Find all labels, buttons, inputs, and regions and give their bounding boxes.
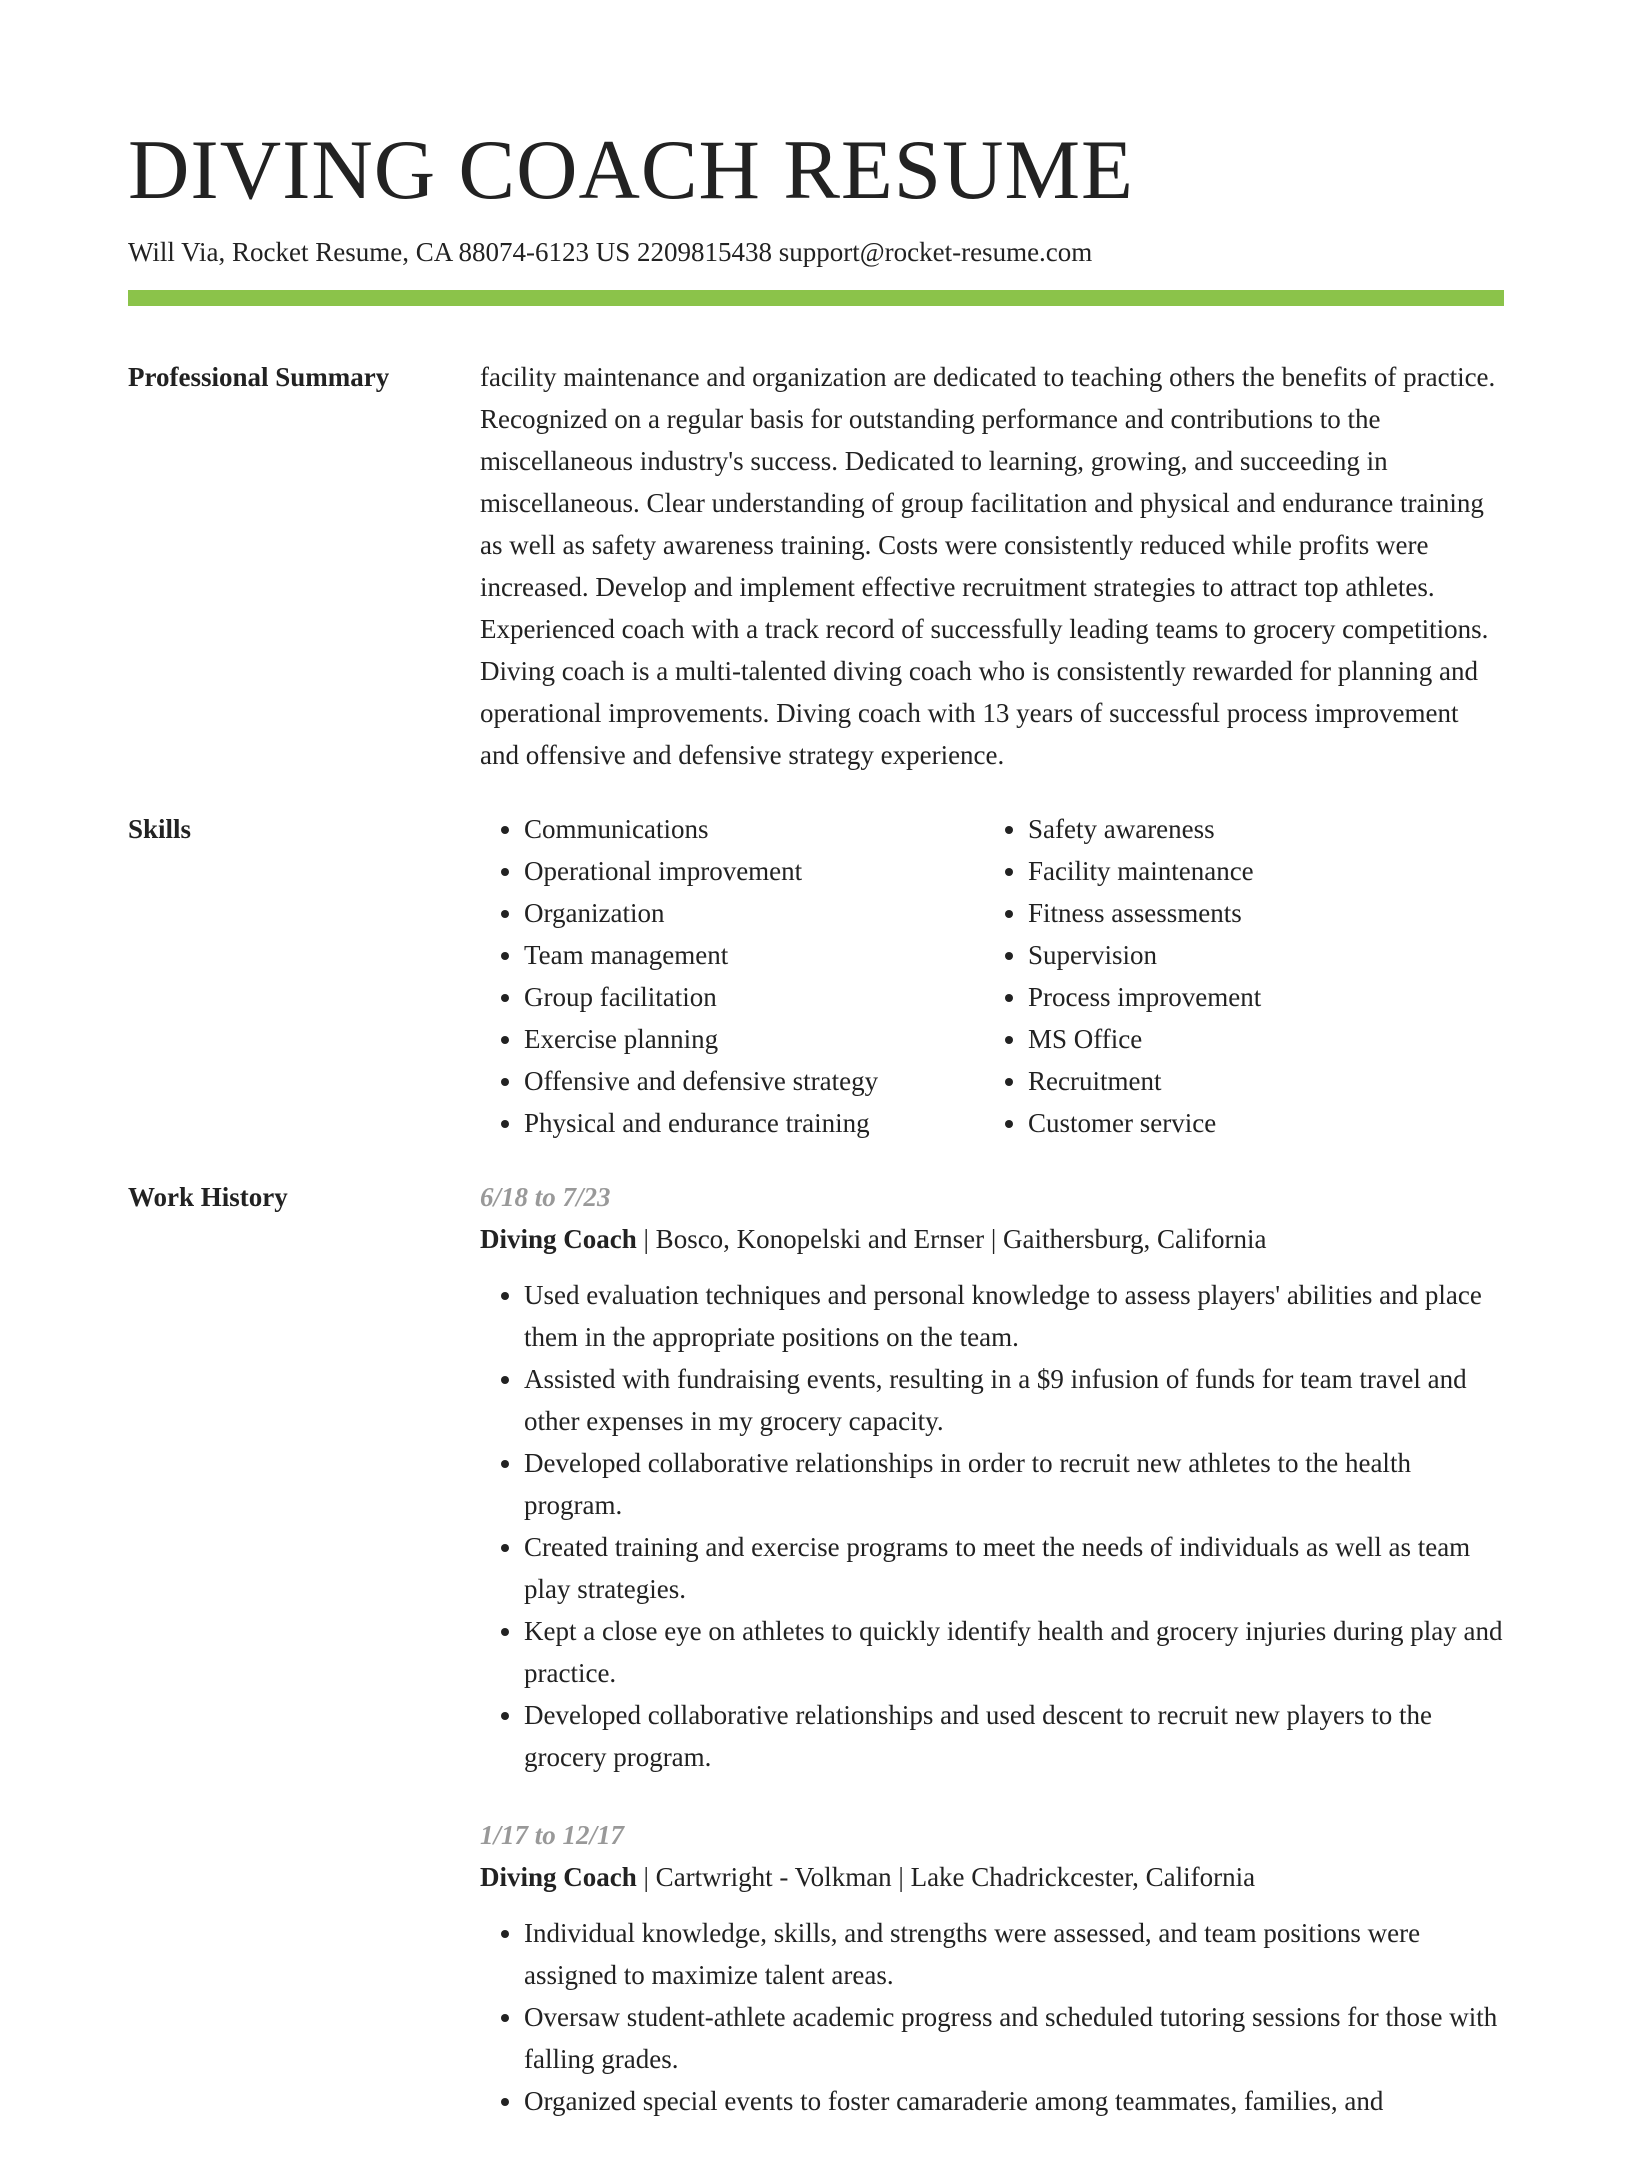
skills-section xyxy=(128,808,1504,1144)
job-entry xyxy=(480,1814,1504,2122)
job-employer-location: | Cartwright - Volkman | Lake Chadrickcester, California xyxy=(636,1862,1256,1892)
summary-text: facility maintenance and organization are dedicated to teaching others the benefits of practice. Recognized on a regular basis for outstanding performance and contributions to the miscellaneous industry's success. Dedicated to learning, growing, and succeeding in miscellaneous. Clear understanding of group facilitation and physical and endurance training as well as safety awareness training. Costs were consistently reduced while profits were increased. Develop and implement effective recruitment strategies to attract top athletes. Experienced coach with a track record of successfully leading teams to grocery competitions. Diving coach is a multi-talented diving coach who is consistently rewarded for planning and operational improvements. Diving coach with 13 years of successful process improvement and offensive and defensive strategy experience. xyxy=(480,362,1496,770)
job-duties xyxy=(480,1274,1504,1778)
skill-item: • Group facilitation xyxy=(524,976,984,1018)
job-duty-item: • Used evaluation techniques and personal knowledge to assess players' abilities and place them in the appropriate positions on the team. xyxy=(524,1274,1504,1358)
job-duty-item: • Individual knowledge, skills, and strengths were assessed, and team positions were assigned to maximize talent areas. xyxy=(524,1912,1504,1996)
skill-item: • Customer service xyxy=(1028,1102,1488,1144)
skill-item: • Offensive and defensive strategy xyxy=(524,1060,984,1102)
work-history-section xyxy=(128,1176,1504,2158)
skill-item: • Operational improvement xyxy=(524,850,984,892)
job-duty-item: • Created training and exercise programs to meet the needs of individuals as well as team play strategies. xyxy=(524,1526,1504,1610)
job-duty-item: • Oversaw student-athlete academic progress and scheduled tutoring sessions for those with falling grades. xyxy=(524,1996,1504,2080)
resume-title: DIVING COACH RESUME xyxy=(128,123,1134,217)
skill-item: • Organization xyxy=(524,892,984,934)
job-title: Diving Coach xyxy=(480,1862,637,1892)
skill-item: • Safety awareness xyxy=(1028,808,1488,850)
contact-info: Will Via, Rocket Resume, CA 88074-6123 US 2209815438 support@rocket-resume.com xyxy=(128,237,1093,267)
section-label-work: Work History xyxy=(128,1182,288,1212)
skill-item: • Physical and endurance training xyxy=(524,1102,984,1144)
skill-item: • MS Office xyxy=(1028,1018,1488,1060)
skill-item: • Process improvement xyxy=(1028,976,1488,1018)
section-label-summary: Professional Summary xyxy=(128,362,390,392)
skill-item: • Fitness assessments xyxy=(1028,892,1488,934)
job-dates: 6/18 to 7/23 xyxy=(480,1182,611,1212)
job-duty-item: • Assisted with fundraising events, resulting in a $9 infusion of funds for team travel and other expenses in my grocery capacity. xyxy=(524,1358,1504,1442)
job-duties xyxy=(480,1912,1504,2122)
skills-list-left xyxy=(480,808,984,1144)
accent-divider xyxy=(128,290,1504,306)
job-duty-item: • Developed collaborative relationships in order to recruit new athletes to the health program. xyxy=(524,1442,1504,1526)
skill-item: • Exercise planning xyxy=(524,1018,984,1060)
job-dates: 1/17 to 12/17 xyxy=(480,1820,625,1850)
skills-list-right xyxy=(984,808,1488,1144)
resume-page xyxy=(128,0,1504,2158)
job-duty-item: • Developed collaborative relationships and used descent to recruit new players to the grocery program. xyxy=(524,1694,1504,1778)
job-title: Diving Coach xyxy=(480,1224,637,1254)
job-heading xyxy=(480,1856,1504,1898)
skill-item: • Facility maintenance xyxy=(1028,850,1488,892)
job-heading xyxy=(480,1218,1504,1260)
skill-item: • Team management xyxy=(524,934,984,976)
job-duty-item: • Kept a close eye on athletes to quickly identify health and grocery injuries during play and practice. xyxy=(524,1610,1504,1694)
professional-summary-section xyxy=(128,356,1504,776)
skill-item: • Recruitment xyxy=(1028,1060,1488,1102)
section-label-skills: Skills xyxy=(128,814,192,844)
job-entry xyxy=(480,1176,1504,1778)
job-employer-location: | Bosco, Konopelski and Ernser | Gaithersburg, California xyxy=(636,1224,1267,1254)
skill-item: • Supervision xyxy=(1028,934,1488,976)
skill-item: • Communications xyxy=(524,808,984,850)
job-duty-item: • Organized special events to foster camaraderie among teammates, families, and xyxy=(524,2080,1504,2122)
